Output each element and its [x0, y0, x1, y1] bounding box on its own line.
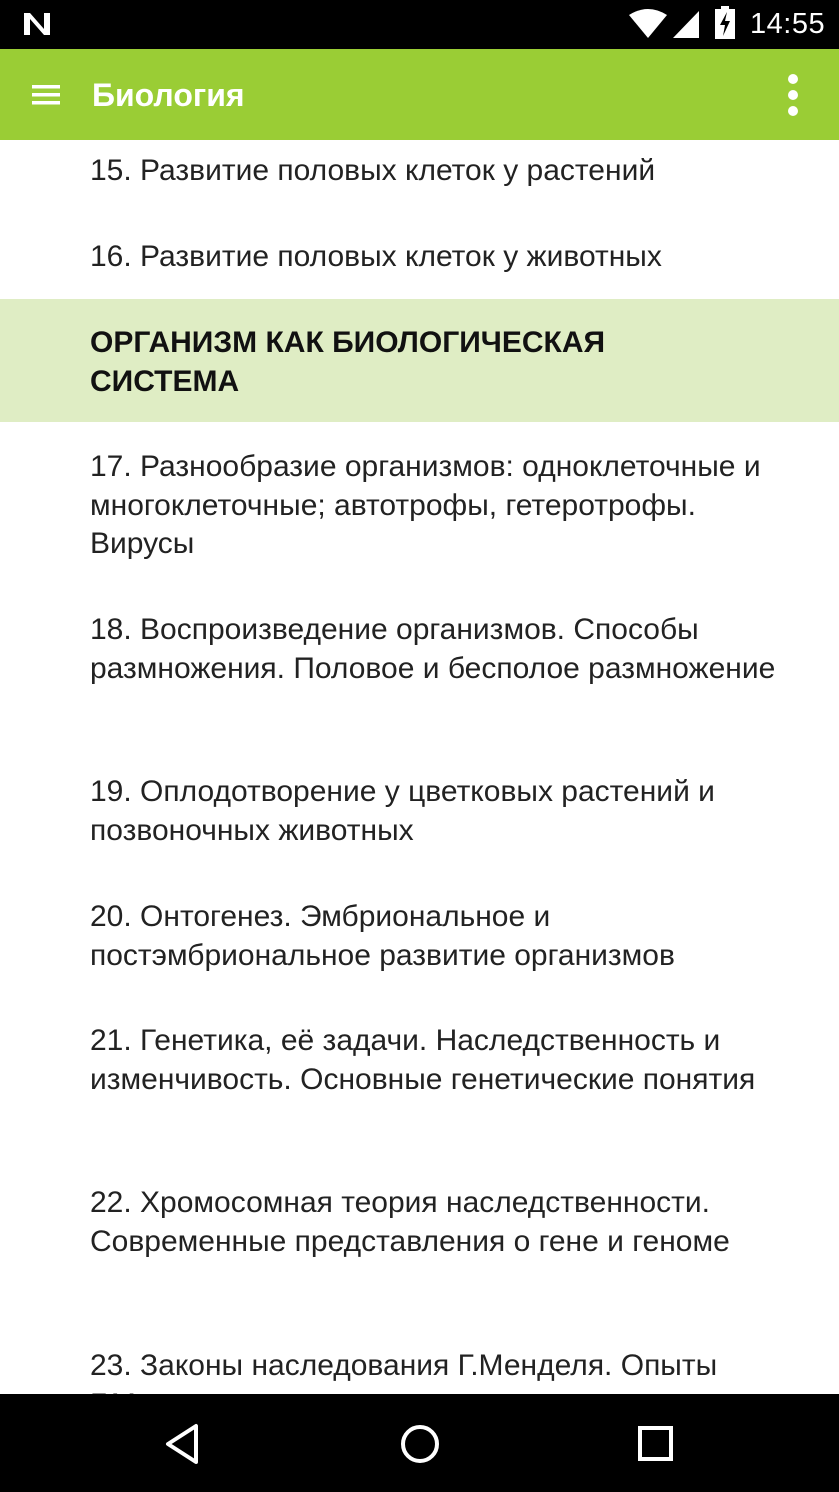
app-title: Биология — [92, 77, 245, 113]
recents-icon[interactable] — [628, 1416, 684, 1472]
section-header — [0, 299, 839, 422]
list-item[interactable]: 20. Онтогенез. Эмбриональное и постэмбриональное развитие организмов — [90, 900, 675, 972]
app-bar — [0, 49, 839, 140]
more-vert-icon[interactable] — [770, 69, 816, 121]
list-item[interactable]: 23. Законы наследования Г.Менделя. Опыты — [90, 1349, 718, 1382]
list-item[interactable]: 15. Развитие половых клеток у растений — [90, 154, 656, 187]
hamburger-menu-icon[interactable] — [20, 73, 72, 117]
battery-icon — [714, 6, 736, 40]
list-item[interactable]: 19. Оплодотворение у цветковых растений и позвоночных животных — [90, 775, 715, 847]
navigation-bar — [0, 1394, 839, 1492]
signal-icon — [672, 9, 700, 39]
topic-list — [0, 140, 839, 1394]
back-icon[interactable] — [156, 1416, 212, 1472]
list-item[interactable]: 21. Генетика, её задачи. Наследственность и изменчивость. Основные генетические понятия — [90, 1024, 756, 1096]
status-clock: 14:55 — [750, 8, 826, 40]
section-title: ОРГАНИЗМ КАК БИОЛОГИЧЕСКАЯ СИСТЕМА — [90, 326, 606, 398]
status-bar — [0, 0, 839, 49]
list-item[interactable]: 18. Воспроизведение организмов. Способы размножения. Половое и бесполое размножение — [90, 613, 776, 685]
wifi-icon — [628, 9, 668, 39]
list-item[interactable]: 17. Разнообразие организмов: одноклеточные и многоклеточные; автотрофы, гетеротрофы. Вирусы — [90, 450, 761, 560]
home-icon[interactable] — [392, 1416, 448, 1472]
list-item[interactable]: 22. Хромосомная теория наследственности. Современные представления о гене и геноме — [90, 1186, 730, 1258]
n-logo-icon — [22, 11, 52, 37]
list-item[interactable]: 16. Развитие половых клеток у животных — [90, 240, 662, 273]
